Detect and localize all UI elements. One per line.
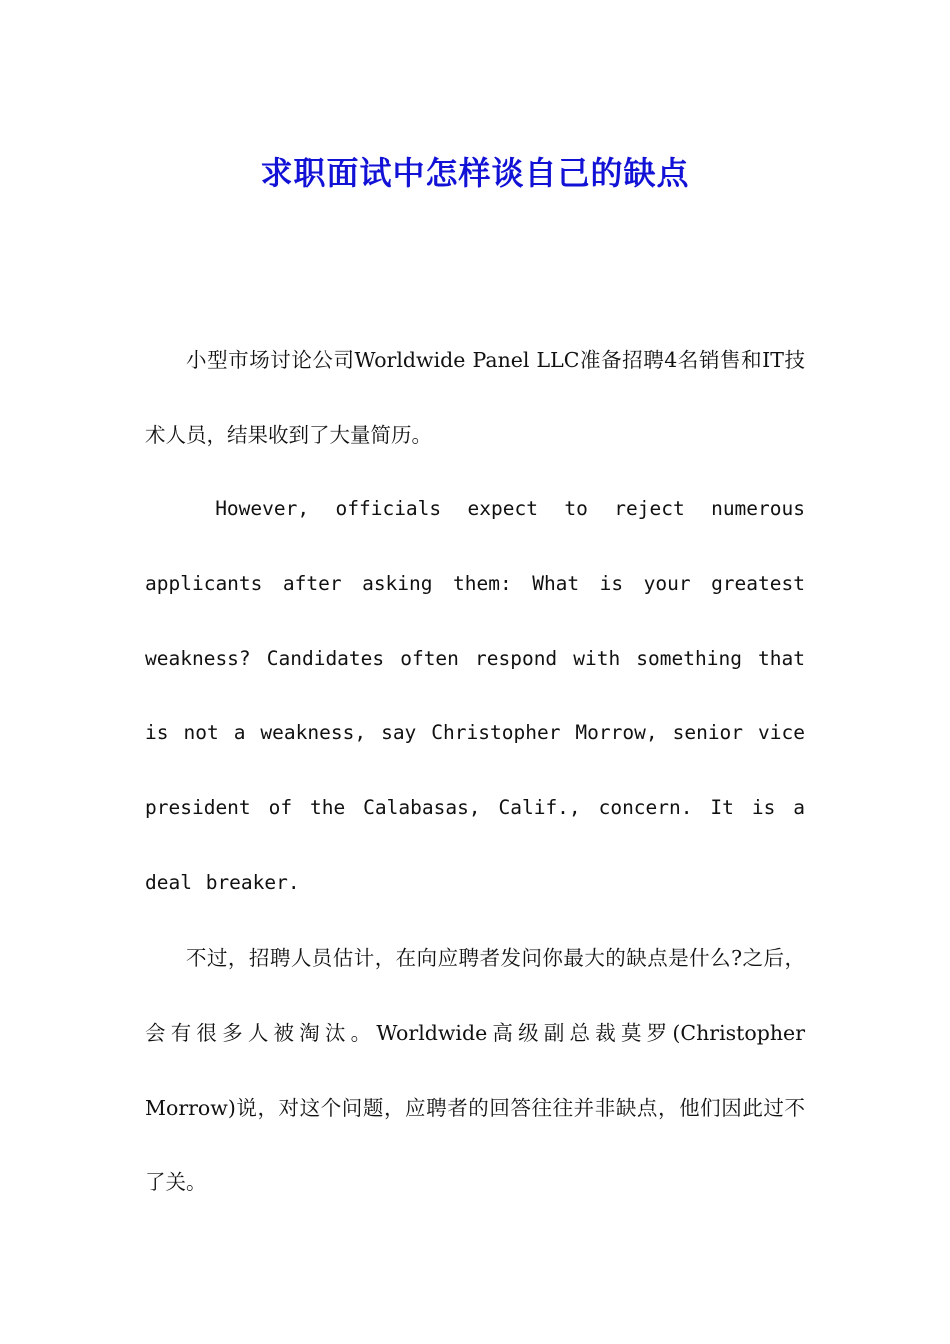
page-title: 求职面试中怎样谈自己的缺点 — [260, 154, 690, 193]
paragraph-intro-chinese: 小型市场讨论公司Worldwide Panel LLC准备招聘4名销售和IT技术人员，结果收到了大量简历。 — [145, 348, 805, 447]
paragraph-english: However, officials expect to reject numerous applicants after asking them: What is your greatest weakness? Candidates often respond with something that is not a weakness, say Christopher Morrow, senior vice president of the Calabasas, Calif., concern. It is a deal breaker. — [145, 497, 805, 894]
paragraph-chinese-translation: 不过，招聘人员估计，在向应聘者发问你最大的缺点是什么?之后，会有很多人被淘汰。Worldwide高级副总裁莫罗(Christopher Morrow)说，对这个问题，应聘者的回答往往并非缺点，他们因此过不了关。 — [145, 946, 805, 1195]
